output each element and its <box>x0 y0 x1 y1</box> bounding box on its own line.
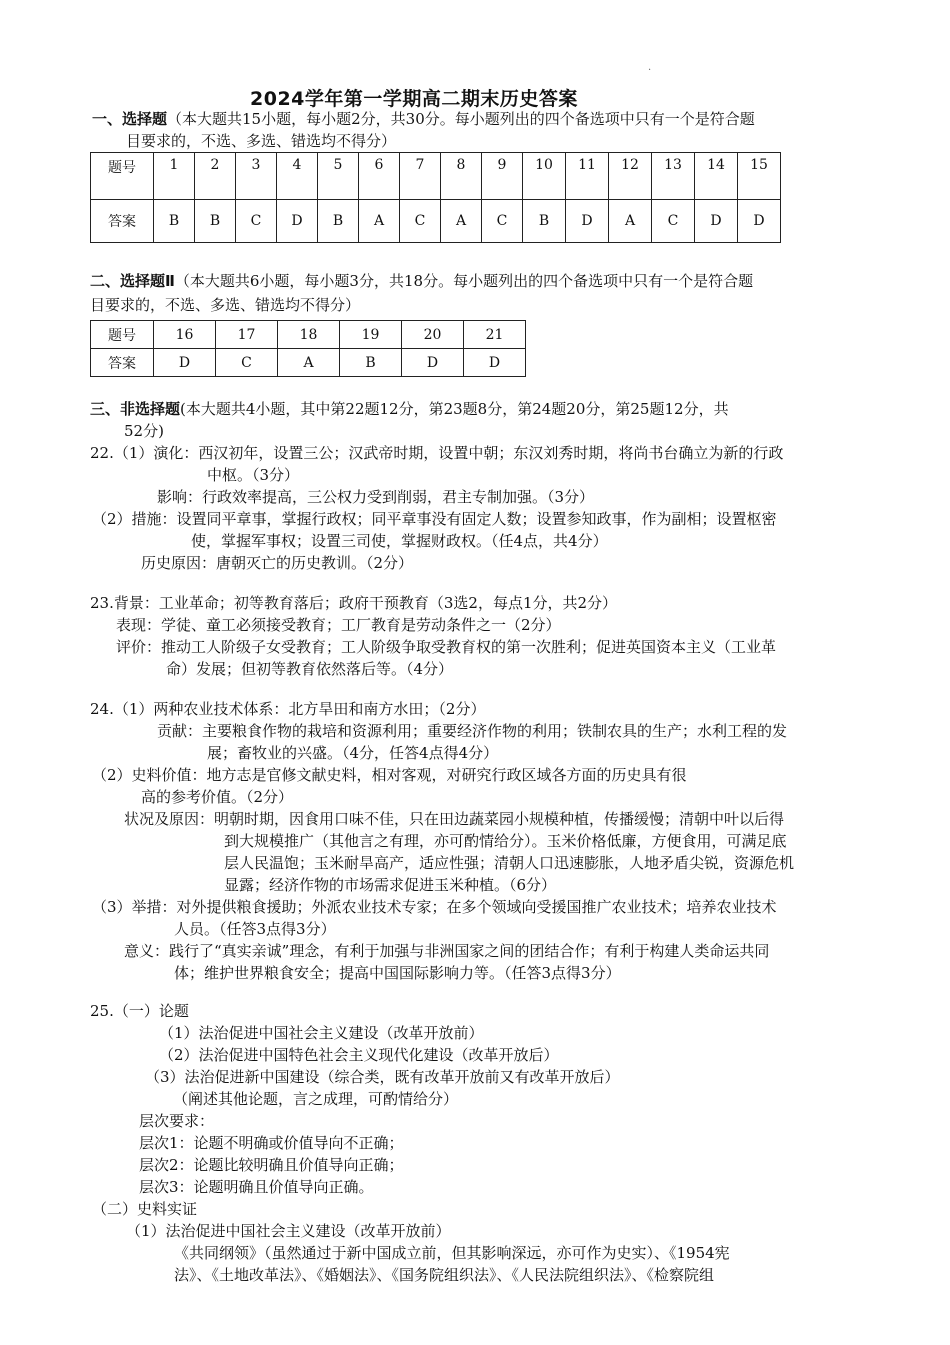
q23-line: 评价：推动工人阶级子女受教育；工人阶级争取受教育权的第一次胜利；促进英国资本主义（工业革 <box>116 638 777 656</box>
section1-heading: 一、选择题 <box>92 110 168 128</box>
answer-cell: B <box>195 200 236 243</box>
answer-cell: B <box>523 200 566 243</box>
answer-cell: C <box>652 200 695 243</box>
question-number: 18 <box>278 321 340 349</box>
question-number: 13 <box>652 153 695 200</box>
answer-cell: C <box>482 200 523 243</box>
q25-line: 层次2：论题比较明确且价值导向正确； <box>139 1156 404 1174</box>
section1-desc-line1: （本大题共15小题，每小题2分，共30分。每小题列出的四个备选项中只有一个是符合题 <box>167 110 755 128</box>
q23-line: 表现：学徒、童工必须接受教育；工厂教育是劳动条件之一（2分） <box>116 616 561 634</box>
section3-intro <box>90 398 729 420</box>
answer-cell: C <box>400 200 441 243</box>
q25-line: 法》、《土地改革法》、《婚姻法》、《国务院组织法》、《人民法院组织法》、《检察院组 <box>174 1266 715 1284</box>
question-number: 1 <box>154 153 195 200</box>
section1-answer-table <box>90 152 781 243</box>
question-number: 10 <box>523 153 566 200</box>
answer-cell: D <box>566 200 609 243</box>
question-number: 12 <box>609 153 652 200</box>
q24-line: 展；畜牧业的兴盛。（4分，任答4点得4分） <box>207 744 499 762</box>
section2-desc-line2: 目要求的，不选、多选、错选均不得分） <box>90 296 361 314</box>
q22-line: （2）措施：设置同平章事，掌握行政权；同平章事没有固定人数；设置参知政事，作为副相；设置枢密 <box>92 510 777 528</box>
answer-cell: D <box>695 200 738 243</box>
answer-cell: A <box>441 200 482 243</box>
q23-line: 命）发展；但初等教育依然落后等。（4分） <box>166 660 454 678</box>
q25-line: （二）史料实证 <box>92 1200 198 1218</box>
q25-line: 层次要求： <box>139 1112 215 1130</box>
question-number: 6 <box>359 153 400 200</box>
section3-desc-line1: (本大题共4小题，其中第22题12分，第23题8分，第24题20分，第25题12分，共 <box>180 400 729 418</box>
q25-line: 层次3：论题明确且价值导向正确。 <box>139 1178 374 1196</box>
section3-desc-line2: 52分) <box>124 422 164 440</box>
q25-line: 层次1：论题不明确或价值导向不正确； <box>139 1134 404 1152</box>
question-number: 4 <box>277 153 318 200</box>
q22-line: 历史原因：唐朝灭亡的历史教训。（2分） <box>141 554 414 572</box>
question-number: 20 <box>402 321 464 349</box>
question-number: 3 <box>236 153 277 200</box>
q24-line: 意义：践行了“真实亲诚”理念，有利于加强与非洲国家之间的团结合作；有利于构建人类命运共同 <box>124 942 770 960</box>
answer-cell: B <box>318 200 359 243</box>
section2-desc-line1: （本大题共6小题，每小题3分，共18分。每小题列出的四个备选项中只有一个是符合题 <box>174 272 754 290</box>
section1-desc-line2: 目要求的，不选、多选、错选均不得分） <box>126 132 397 150</box>
q24-line: 人员。（任答3点得3分） <box>174 920 336 938</box>
q25-line: （1）法治促进中国社会主义建设（改革开放前） <box>159 1024 484 1042</box>
q25-line: 25.（一）论题 <box>90 1002 189 1020</box>
q25-line: （2）法治促进中国特色社会主义现代化建设（改革开放后） <box>159 1046 559 1064</box>
answer-cell: D <box>402 349 464 377</box>
question-number: 11 <box>566 153 609 200</box>
q22-line: 中枢。（3分） <box>207 466 300 484</box>
question-number: 19 <box>340 321 402 349</box>
table-row <box>91 153 781 200</box>
q25-line: （3）法治促进新中国建设（综合类，既有改革开放前又有改革开放后） <box>145 1068 620 1086</box>
answer-label: 答案 <box>91 200 154 243</box>
section1-intro <box>92 108 755 130</box>
question-number: 15 <box>738 153 781 200</box>
question-number: 2 <box>195 153 236 200</box>
q24-line: 显露；经济作物的市场需求促进玉米种植。（6分） <box>224 876 557 894</box>
q24-line: 状况及原因：明朝时期，因食用口味不佳，只在田边蔬菜园小规模种植，传播缓慢；清朝中叶以后得 <box>124 810 785 828</box>
answer-label: 答案 <box>91 349 154 377</box>
q24-line: （2）史料价值：地方志是官修文献史料，相对客观，对研究行政区域各方面的历史具有很 <box>92 766 687 784</box>
page-title: 2024学年第一学期高二期末历史答案 <box>250 88 578 110</box>
answer-cell: A <box>609 200 652 243</box>
answer-cell: B <box>340 349 402 377</box>
answer-cell: C <box>216 349 278 377</box>
q25-line: （1）法治促进中国社会主义建设（改革开放前） <box>126 1222 451 1240</box>
header-label: 题号 <box>91 153 154 200</box>
q23-line: 23.背景：工业革命；初等教育落后；政府干预教育（3选2，每点1分，共2分） <box>90 594 618 612</box>
q24-line: 层人民温饱；玉米耐旱高产，适应性强；清朝人口迅速膨胀，人地矛盾尖锐，资源危机 <box>224 854 795 872</box>
question-number: 7 <box>400 153 441 200</box>
question-number: 8 <box>441 153 482 200</box>
question-number: 21 <box>464 321 526 349</box>
answer-cell: D <box>738 200 781 243</box>
q24-line: 体；维护世界粮食安全；提高中国国际影响力等。（任答3点得3分） <box>174 964 621 982</box>
header-label: 题号 <box>91 321 154 349</box>
table-row <box>91 321 526 349</box>
q24-line: 到大规模推广（其他言之有理，亦可酌情给分）。玉米价格低廉，方便食用，可满足底 <box>224 832 787 850</box>
question-number: 5 <box>318 153 359 200</box>
question-number: 16 <box>154 321 216 349</box>
table-row <box>91 200 781 243</box>
answer-cell: C <box>236 200 277 243</box>
answer-cell: D <box>154 349 216 377</box>
answer-cell: A <box>278 349 340 377</box>
q24-line: 贡献：主要粮食作物的栽培和资源利用；重要经济作物的利用；铁制农具的生产；水利工程的发 <box>157 722 788 740</box>
q22-line: 22.（1）演化：西汉初年，设置三公；汉武帝时期，设置中朝；东汉刘秀时期，将尚书台确立为新的行政 <box>90 444 784 462</box>
q24-line: 24.（1）两种农业技术体系：北方旱田和南方水田；（2分） <box>90 700 486 718</box>
section3-heading: 三、非选择题 <box>90 400 181 418</box>
question-number: 14 <box>695 153 738 200</box>
q22-line: 使，掌握军事权；设置三司使，掌握财政权。（任4点，共4分） <box>191 532 608 550</box>
q25-line: （阐述其他论题，言之成理，可酌情给分） <box>173 1090 459 1108</box>
q24-line: 高的参考价值。（2分） <box>141 788 294 806</box>
section2-heading: 二、选择题Ⅱ <box>90 272 175 290</box>
table-row <box>91 349 526 377</box>
decorative-dot: . <box>648 62 652 73</box>
question-number: 17 <box>216 321 278 349</box>
answer-cell: B <box>154 200 195 243</box>
section2-intro <box>90 270 753 292</box>
q22-line: 影响：行政效率提高，三公权力受到削弱，君主专制加强。（3分） <box>157 488 595 506</box>
answer-cell: D <box>464 349 526 377</box>
q24-line: （3）举措：对外提供粮食援助；外派农业技术专家；在多个领域向受援国推广农业技术；培养农业技术 <box>92 898 777 916</box>
q25-line: 《共同纲领》（虽然通过于新中国成立前，但其影响深远，亦可作为史实）、《1954宪 <box>174 1244 730 1262</box>
question-number: 9 <box>482 153 523 200</box>
section2-answer-table <box>90 320 526 377</box>
answer-cell: D <box>277 200 318 243</box>
answer-cell: A <box>359 200 400 243</box>
